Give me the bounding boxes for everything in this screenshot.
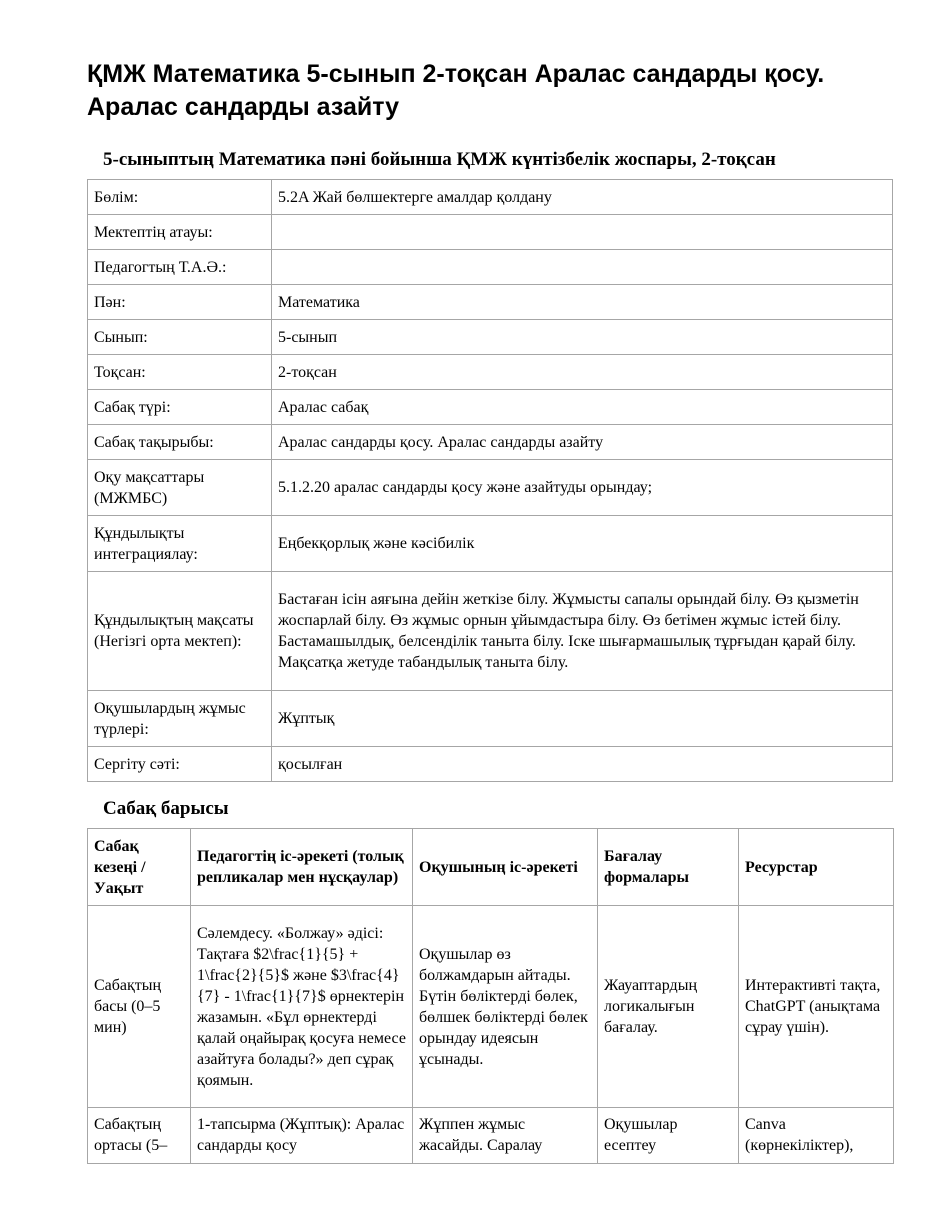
column-header: Педагогтің іс-әрекеті (толық репликалар мен нұсқаулар) [191,829,413,906]
table-row [88,320,893,355]
column-header: Ресурстар [739,829,894,906]
column-header: Оқушының іс-әрекеті [413,829,598,906]
info-label: Оқу мақсаттары (МЖМБС) [88,460,272,516]
lesson-heading: Сабақ барысы [103,798,229,819]
info-label: Мектептің атауы: [88,215,272,250]
table-row [88,691,893,747]
table-row [88,747,893,782]
info-label: Бөлім: [88,180,272,215]
table-cell: Сабақтың ортасы (5– [88,1108,191,1164]
lesson-flow-table [87,828,894,1164]
lesson-info-table [87,179,893,782]
info-label: Құндылықты интеграциялау: [88,516,272,572]
info-value: Аралас сабақ [272,390,893,425]
info-value: 5-сынып [272,320,893,355]
plan-heading: 5-сыныптың Математика пәні бойынша ҚМЖ күнтізбелік жоспары, 2-тоқсан [103,149,776,170]
table-row [88,516,893,572]
info-label: Құндылықтың мақсаты (Негізгі орта мектеп): [88,572,272,691]
table-cell: Сәлемдесу. «Болжау» әдісі: Тақтаға $2\frac{1}{5} + 1\frac{2}{5}$ және $3\frac{4}{7} - 1\frac{1}{7}$ өрнектерін жазамын. «Бұл өрнектерді қалай оңайырақ қосуға немесе азайтуға болады?» деп сұрақ қоямын. [191,906,413,1108]
table-row [88,460,893,516]
info-label: Тоқсан: [88,355,272,390]
info-label: Пән: [88,285,272,320]
table-cell: Интерактивті тақта, ChatGPT (анықтама сұрау үшін). [739,906,894,1108]
column-header: Бағалау формалары [598,829,739,906]
table-row [88,215,893,250]
table-row [88,906,894,1108]
info-value: Аралас сандарды қосу. Аралас сандарды азайту [272,425,893,460]
table-cell: Оқушылар есептеу [598,1108,739,1164]
table-cell: Жауаптардың логикалығын бағалау. [598,906,739,1108]
info-label: Сабақ тақырыбы: [88,425,272,460]
column-header: Сабақ кезеңі / Уақыт [88,829,191,906]
info-label: Оқушылардың жұмыс түрлері: [88,691,272,747]
info-value: Жұптық [272,691,893,747]
info-value: 5.2A Жай бөлшектерге амалдар қолдану [272,180,893,215]
info-value: Еңбекқорлық және кәсібилік [272,516,893,572]
table-cell: Жұппен жұмыс жасайды. Саралау [413,1108,598,1164]
table-row [88,250,893,285]
table-row [88,425,893,460]
info-value: Математика [272,285,893,320]
info-value: 2-тоқсан [272,355,893,390]
info-label: Сынып: [88,320,272,355]
table-row [88,285,893,320]
table-row [88,355,893,390]
document-title: ҚМЖ Математика 5-сынып 2-тоқсан Аралас сандарды қосу. Аралас сандарды азайту [87,60,825,121]
info-value [272,215,893,250]
info-label: Сергіту сәті: [88,747,272,782]
table-row [88,572,893,691]
table-cell: 1-тапсырма (Жұптық): Аралас сандарды қосу [191,1108,413,1164]
info-label: Сабақ түрі: [88,390,272,425]
table-cell: Сабақтың басы (0–5 мин) [88,906,191,1108]
info-label: Педагогтың Т.А.Ә.: [88,250,272,285]
table-header-row [88,829,894,906]
table-row [88,1108,894,1164]
info-value: Бастаған ісін аяғына дейін жеткізе білу. Жұмысты сапалы орындай білу. Өз қызметін жоспарлай білу. Өз жұмыс орнын ұйымдастыра білу. Өз бетімен жұмыс істей білу. Бастамашылдық, белсенділік таныта білу. Іске шығармашылық тұрғыдан қарай білу. Мақсатқа жетуде табандылық таныта білу. [272,572,893,691]
info-value: қосылған [272,747,893,782]
table-cell: Canva (көрнекіліктер), [739,1108,894,1164]
table-row [88,180,893,215]
table-cell: Оқушылар өз болжамдарын айтады. Бүтін бөліктерді бөлек, бөлшек бөліктерді бөлек орындау идеясын ұсынады. [413,906,598,1108]
info-value: 5.1.2.20 аралас сандарды қосу және азайтуды орындау; [272,460,893,516]
table-row [88,390,893,425]
info-value [272,250,893,285]
